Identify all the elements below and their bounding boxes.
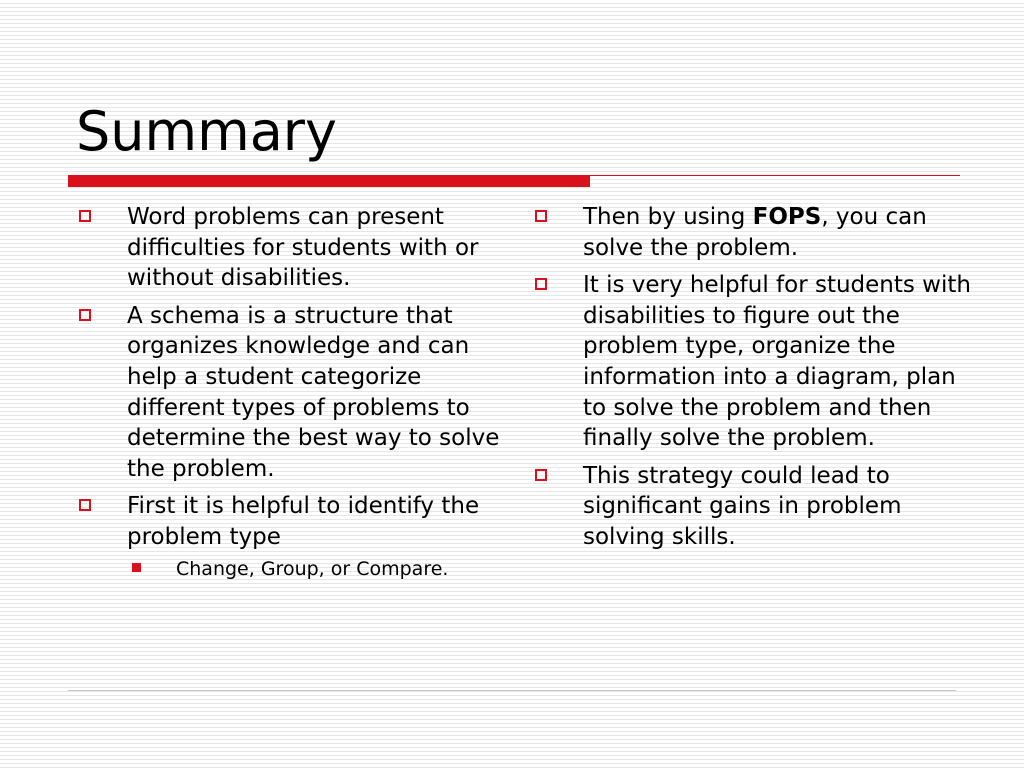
- bullet-text: Word problems can present difficulties for students with or without disabilities.: [127, 204, 479, 292]
- bullet-text-before: Then by using: [583, 204, 753, 230]
- sub-bullet-list: [127, 555, 508, 583]
- sub-bullet-item: [127, 555, 508, 583]
- right-bullet-list: [532, 202, 972, 560]
- bullet-text: First it is helpful to identify the problem type: [127, 493, 480, 550]
- bullet-text-after: , you can solve the problem.: [583, 204, 927, 261]
- bullet-item: [76, 202, 508, 294]
- title-underline-thick: [68, 175, 590, 187]
- hollow-square-bullet-icon: [79, 309, 91, 321]
- hollow-square-bullet-icon: [535, 210, 547, 222]
- hollow-square-bullet-icon: [535, 469, 547, 481]
- bullet-text: A schema is a structure that organizes knowledge and can help a student categorize different types of problems to determine the best way to solve the problem.: [127, 302, 500, 482]
- filled-square-bullet-icon: [132, 563, 141, 572]
- bullet-text: It is very helpful for students with disabilities to figure out the problem type, organize the information into a diagram, plan to solve the problem and then finally solve the problem.: [583, 272, 971, 452]
- slide-title: Summary: [76, 100, 337, 163]
- bullet-text: This strategy could lead to significant gains in problem solving skills.: [583, 462, 902, 550]
- bullet-item: [76, 491, 508, 582]
- bullet-item: [76, 301, 508, 485]
- bullet-item: [532, 461, 972, 553]
- hollow-square-bullet-icon: [79, 210, 91, 222]
- title-underline-thin: [590, 175, 960, 176]
- bullet-item: [532, 270, 972, 454]
- bullet-item: [532, 202, 972, 263]
- sub-bullet-text: Change, Group, or Compare.: [176, 557, 449, 580]
- footer-divider: [68, 690, 956, 691]
- left-bullet-list: [76, 202, 508, 590]
- bullet-text-bold-fops: FOPS: [752, 204, 822, 230]
- hollow-square-bullet-icon: [79, 499, 91, 511]
- hollow-square-bullet-icon: [535, 278, 547, 290]
